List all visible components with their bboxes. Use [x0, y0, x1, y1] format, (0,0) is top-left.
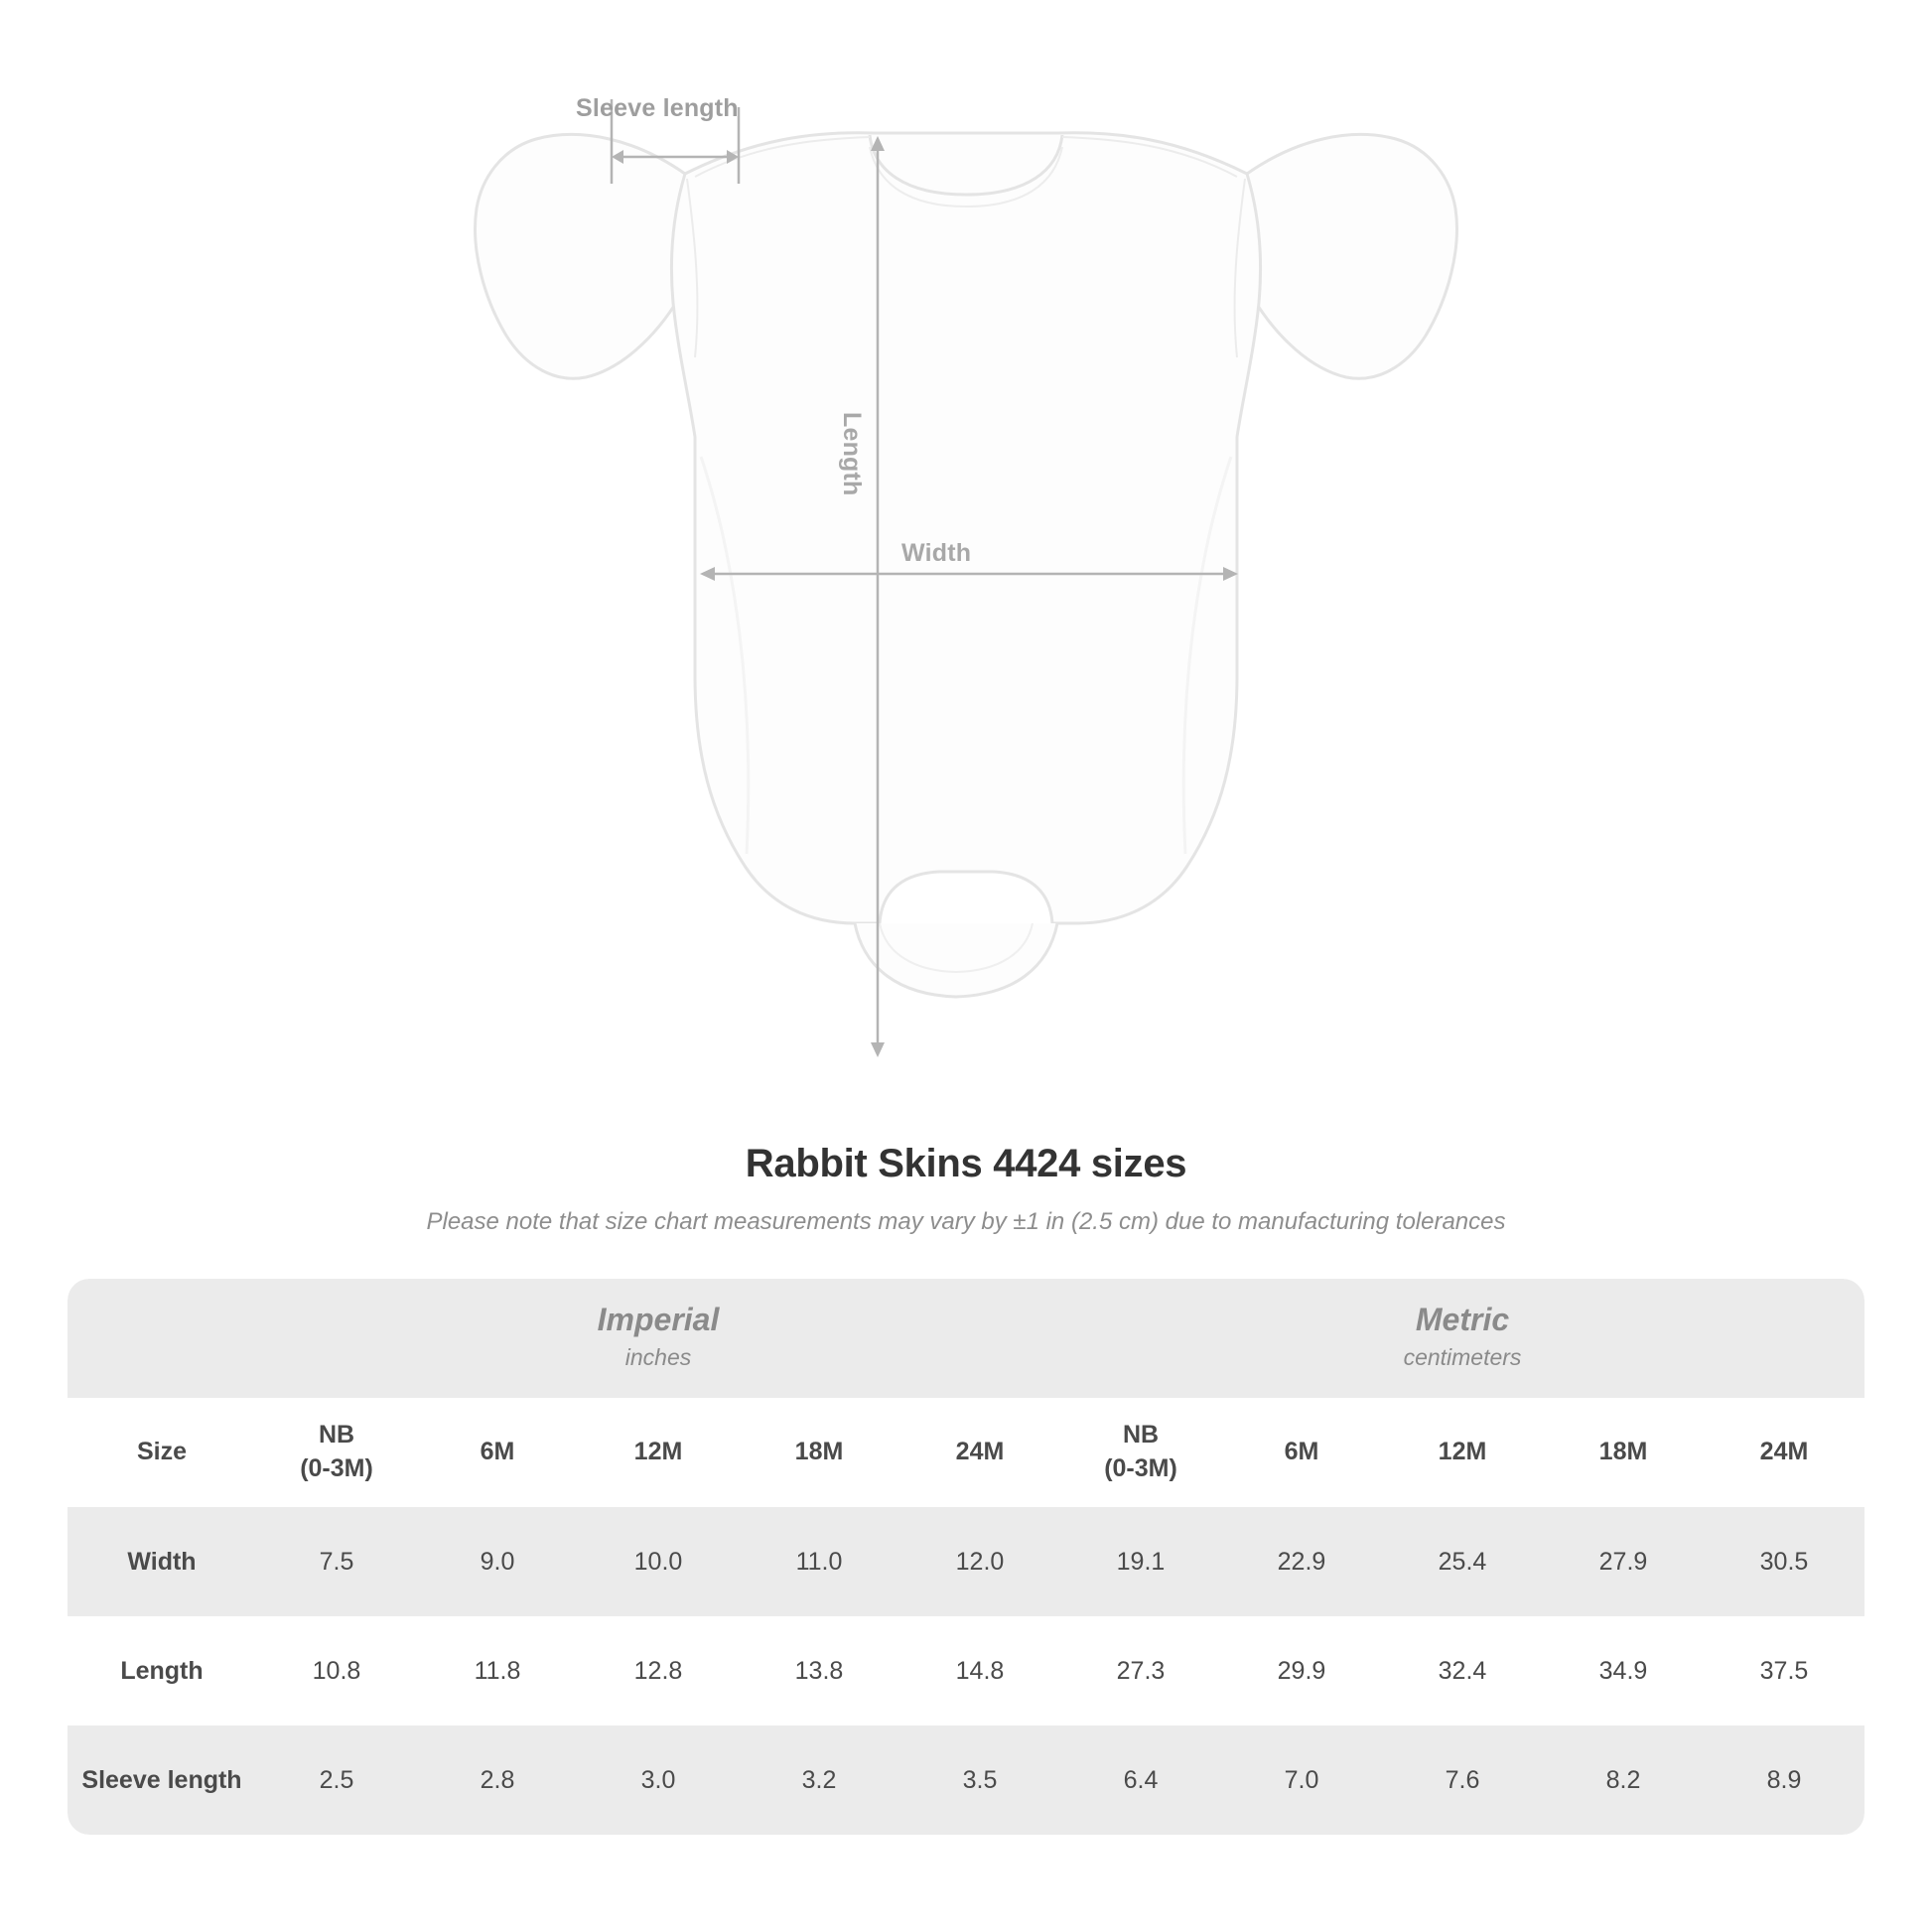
header-col-2: 12M — [578, 1398, 739, 1507]
cell-sleeve-8: 8.2 — [1543, 1725, 1704, 1835]
header-col-0 — [256, 1398, 417, 1507]
cell-sleeve-5: 6.4 — [1060, 1725, 1221, 1835]
header-col-5 — [1060, 1398, 1221, 1507]
cell-width-3: 11.0 — [739, 1507, 899, 1616]
unit-imperial-sub: inches — [624, 1343, 692, 1370]
header-col-0-label: NB — [318, 1421, 355, 1449]
cell-length-8: 34.9 — [1598, 1656, 1648, 1685]
cell-width-4: 12.0 — [899, 1507, 1060, 1616]
header-col-5-sub: (0-3M) — [1104, 1454, 1177, 1482]
unit-metric-name: Metric — [1415, 1302, 1510, 1338]
cell-sleeve-1: 2.8 — [417, 1725, 578, 1835]
cell-sleeve-9: 8.9 — [1704, 1725, 1864, 1835]
cell-sleeve-6: 7.0 — [1221, 1725, 1382, 1835]
header-col-6: 6M — [1221, 1398, 1382, 1507]
cell-sleeve-2: 3.0 — [578, 1725, 739, 1835]
units-imperial-cell — [256, 1279, 1060, 1398]
cell-sleeve-0: 2.5 — [256, 1725, 417, 1835]
units-row — [68, 1279, 1864, 1398]
size-table — [68, 1279, 1864, 1835]
header-size: Size — [68, 1398, 256, 1507]
cell-length-7: 32.4 — [1438, 1656, 1487, 1685]
cell-width-9: 30.5 — [1704, 1507, 1864, 1616]
column-header-row — [68, 1398, 1864, 1507]
cell-width-6: 22.9 — [1221, 1507, 1382, 1616]
cell-width-8: 27.9 — [1543, 1507, 1704, 1616]
header-col-5-label: NB — [1122, 1421, 1160, 1449]
cell-length-6: 29.9 — [1277, 1656, 1326, 1685]
cell-length-9: 37.5 — [1759, 1656, 1809, 1685]
table-row — [68, 1725, 1864, 1835]
row-label-width: Width — [68, 1507, 256, 1616]
cell-length-0: 10.8 — [312, 1656, 361, 1685]
header-col-0-sub: (0-3M) — [300, 1454, 373, 1482]
header-col-4: 24M — [899, 1398, 1060, 1507]
units-metric-cell — [1060, 1279, 1864, 1398]
cell-length-5: 27.3 — [1116, 1656, 1166, 1685]
table-row — [68, 1507, 1864, 1616]
length-label: Length — [838, 412, 866, 496]
unit-imperial-name: Imperial — [597, 1302, 720, 1338]
title-block — [0, 1142, 1932, 1236]
header-col-1: 6M — [417, 1398, 578, 1507]
cell-width-5: 19.1 — [1060, 1507, 1221, 1616]
cell-length-3: 13.8 — [794, 1656, 844, 1685]
units-corner-cell — [68, 1279, 256, 1398]
table-row — [68, 1616, 1864, 1725]
cell-width-1: 9.0 — [417, 1507, 578, 1616]
width-label: Width — [901, 539, 972, 567]
cell-width-7: 25.4 — [1382, 1507, 1543, 1616]
cell-sleeve-7: 7.6 — [1382, 1725, 1543, 1835]
size-table-wrapper — [68, 1279, 1864, 1835]
cell-width-2: 10.0 — [578, 1507, 739, 1616]
row-label-sleeve-length: Sleeve length — [68, 1725, 256, 1835]
row-label-length: Length — [120, 1656, 204, 1685]
sleeve-length-label: Sleeve length — [576, 94, 739, 122]
header-col-8: 18M — [1543, 1398, 1704, 1507]
header-col-3: 18M — [739, 1398, 899, 1507]
cell-width-0: 7.5 — [256, 1507, 417, 1616]
page-title: Rabbit Skins 4424 sizes — [745, 1142, 1187, 1185]
cell-length-1: 11.8 — [474, 1656, 521, 1685]
header-col-9: 24M — [1704, 1398, 1864, 1507]
unit-metric-sub: centimeters — [1403, 1343, 1522, 1370]
cell-length-2: 12.8 — [633, 1656, 683, 1685]
tolerance-note: Please note that size chart measurements may vary by ±1 in (2.5 cm) due to manufacturing tolerances — [426, 1208, 1506, 1235]
cell-sleeve-3: 3.2 — [739, 1725, 899, 1835]
cell-length-4: 14.8 — [955, 1656, 1005, 1685]
header-col-7: 12M — [1382, 1398, 1543, 1507]
cell-sleeve-4: 3.5 — [899, 1725, 1060, 1835]
